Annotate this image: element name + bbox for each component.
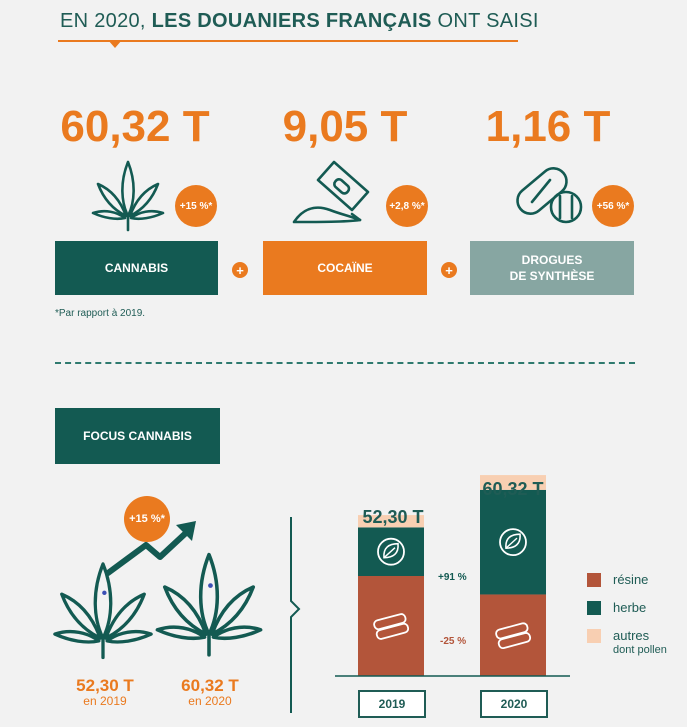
x-tick-2020: 2020 bbox=[480, 690, 548, 718]
footnote: *Par rapport à 2019. bbox=[55, 308, 146, 319]
year-2020-text: en 2020 bbox=[188, 694, 232, 708]
year-2019-text: en 2019 bbox=[83, 694, 127, 708]
growth-badge: +15 %* bbox=[124, 496, 170, 542]
title-suffix: ONT SAISI bbox=[431, 10, 539, 32]
cannabis-leaf-2020-icon bbox=[150, 545, 268, 663]
cannabis-amount: 60,32 T bbox=[60, 102, 210, 151]
section-bracket bbox=[285, 515, 305, 715]
cocaine-amount: 9,05 T bbox=[282, 102, 408, 151]
legend-swatch-herbe bbox=[587, 601, 601, 615]
plus-icon: + bbox=[441, 262, 457, 278]
value-2020: 60,32 T bbox=[181, 676, 239, 695]
value-2019: 52,30 T bbox=[76, 676, 134, 695]
legend-swatch-resine bbox=[587, 573, 601, 587]
legend-label-resine: résine bbox=[613, 572, 649, 587]
focus-cannabis-label: FOCUS CANNABIS bbox=[83, 429, 192, 443]
cocaine-change-badge: +2,8 %* bbox=[386, 185, 428, 227]
synthetic-label-box bbox=[470, 241, 634, 295]
synthetic-amount: 1,16 T bbox=[485, 102, 611, 151]
resine-change-label: -25 % bbox=[440, 636, 467, 647]
synthetic-label-line1: DROGUES bbox=[521, 253, 583, 267]
total-label-2020: 60,32 T bbox=[482, 479, 544, 499]
cannabis-leaf-icon bbox=[88, 158, 168, 233]
x-tick-2019: 2019 bbox=[358, 690, 426, 718]
title-prefix: EN 2020, bbox=[60, 10, 152, 32]
legend-label-autres: autres bbox=[613, 628, 650, 643]
title-strong: LES DOUANIERS FRANÇAIS bbox=[151, 10, 432, 32]
cannabis-leaf-2019-icon bbox=[48, 555, 158, 665]
plus-icon: + bbox=[232, 262, 248, 278]
cannabis-label-box bbox=[55, 241, 218, 295]
legend-sub-autres: dont pollen bbox=[613, 644, 667, 656]
total-label-2019: 52,30 T bbox=[362, 507, 424, 527]
cocaine-label-box bbox=[263, 241, 427, 295]
legend-label-herbe: herbe bbox=[613, 600, 647, 615]
pills-icon bbox=[508, 160, 588, 230]
cannabis-change-badge: +15 %* bbox=[175, 185, 217, 227]
cocaine-label: COCAÏNE bbox=[317, 261, 373, 275]
section-divider bbox=[55, 362, 635, 364]
focus-cannabis-box bbox=[55, 408, 220, 464]
synthetic-change-badge: +56 %* bbox=[592, 185, 634, 227]
synthetic-label-line2: DE SYNTHÈSE bbox=[509, 269, 595, 283]
razor-blade-powder-icon bbox=[290, 158, 380, 230]
title-notch bbox=[108, 40, 122, 48]
herbe-change-label: +91 % bbox=[438, 572, 467, 583]
cannabis-label: CANNABIS bbox=[104, 261, 169, 275]
page-title bbox=[60, 10, 539, 33]
title-underline bbox=[58, 40, 518, 42]
legend-swatch-autres bbox=[587, 629, 601, 643]
